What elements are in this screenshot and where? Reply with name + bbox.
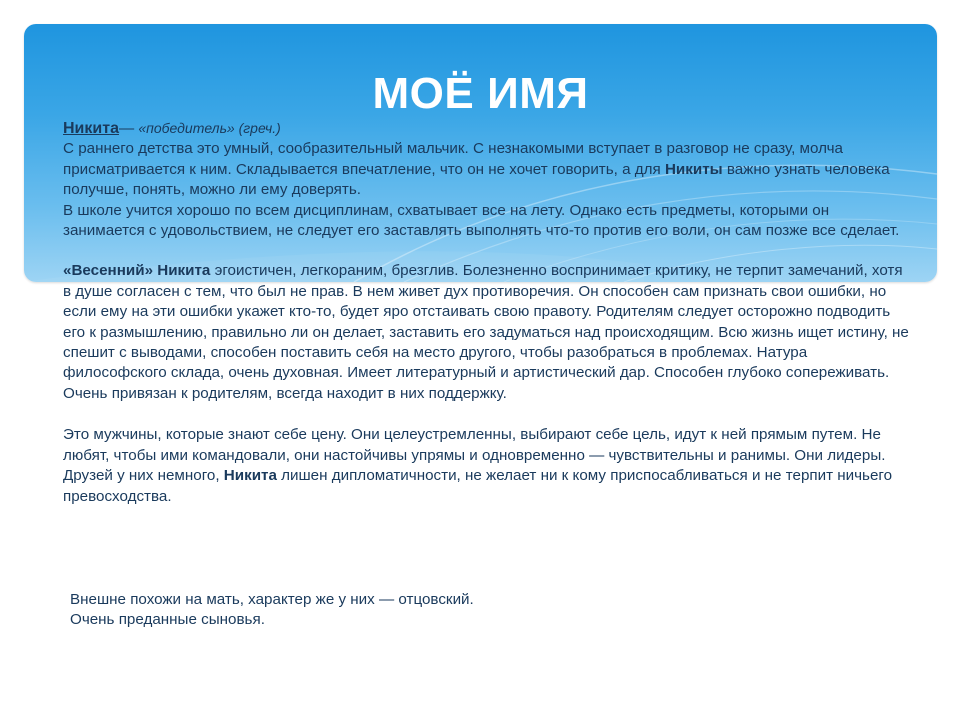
appearance-line-2: Очень преданные сыновья. bbox=[70, 611, 265, 629]
intro-paragraph-1 bbox=[63, 139, 913, 200]
name-heading: Никита bbox=[63, 120, 119, 137]
name-heading-line bbox=[63, 118, 913, 139]
appearance-notes bbox=[70, 590, 870, 631]
spring-text: эгоистичен, легкораним, брезглив. Болезненно воспринимает критику, не терпит замечаний, хотя в душе согласен с тем, что был не прав. В нем живет дух противоречия. Он способен сам признать свои ошибки, но если ему на эти ошибки укажет кто-то, будет яро отстаивать свою правоту. Родителям следует осторожно подводить его к размышлению, правильно ли он делает, заставить его задуматься над происходящим. Всю жизнь ищет истину, не спешит с выводами, способен поставить себя на место другого, чтобы разобраться в проблемах. Натура философского склада, очень духовная. Имеет литературный и артистический дар. Способен глубоко сопереживать. Очень привязан к родителям, всегда находит в них поддержку. bbox=[63, 262, 909, 402]
spring-paragraph bbox=[63, 261, 913, 404]
men-text-a: Это мужчины, которые знают себе цену. Они целеустремленны, выбирают себе цель, идут к ней прямым путем. Не любят, чтобы ими командовали, они настойчивы упрямы и одновременно — чувствительны и ранимы. Они лидеры. Друзей у них немного, bbox=[63, 426, 886, 485]
slide-title: МОЁ ИМЯ bbox=[372, 69, 589, 118]
spacer bbox=[63, 241, 913, 261]
intro-p1-text-a: С раннего детства это умный, сообразительный мальчик. С незнакомыми вступает в разговор не сразу, молча присматривается к ним. Складывается впечатление, что он не хочет говорить, а для bbox=[63, 140, 843, 178]
spring-bold-label: «Весенний» Никита bbox=[63, 262, 211, 280]
intro-p1-text-b: важно узнать человека получше, понять, можно ли ему доверять. bbox=[63, 160, 890, 199]
intro-paragraph-2: В школе учится хорошо по всем дисциплинам, схватывает все на лету. Однако есть предметы, которыми он занимается с удовольствием, не следует его заставлять выполнять что-то против его воли, он сам позже все сделает. bbox=[63, 201, 900, 240]
name-dash: — bbox=[118, 120, 139, 137]
name-meaning: «победитель» (греч.) bbox=[138, 120, 281, 136]
spacer bbox=[63, 404, 913, 425]
intro-p1-bold-name: Никиты bbox=[664, 160, 723, 178]
men-paragraph bbox=[63, 425, 913, 507]
men-text-b: лишен дипломатичности, не желает ни к кому приспосабливаться и не терпит ничьего превосходства. bbox=[63, 467, 893, 505]
men-bold-name: Никита bbox=[223, 467, 277, 485]
main-text bbox=[63, 118, 913, 507]
appearance-line-1: Внешне похожи на мать, характер же у них — отцовский. bbox=[70, 591, 474, 608]
